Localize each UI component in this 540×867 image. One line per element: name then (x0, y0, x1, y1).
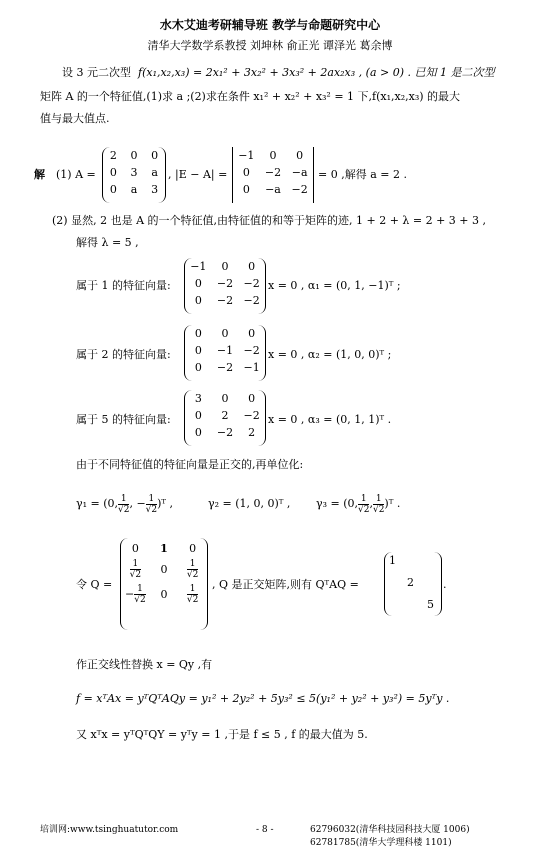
gamma1: γ₁ = (0, $\frac{1}{√2}$ , − $\frac{1}{√2}$ )ᵀ , (76, 493, 174, 515)
matrix-cell: 0 (130, 149, 138, 162)
matrix-cell: −2 (216, 294, 234, 307)
matrix-cell: −a (291, 166, 308, 179)
matrix-cell: −2 (243, 409, 260, 422)
problem-line1b: f(x₁,x₂,x₃) = 2x₁² + 3x₂² + 3x₃² + 2ax₂x₃ , (a > 0) . 已知 1 是二次型 (138, 66, 495, 79)
matrix-E-minus-A (232, 147, 314, 203)
matrix-cell: a (151, 166, 158, 179)
matrix-cell: 0 (296, 149, 304, 162)
matrix-cell: 0 (194, 327, 202, 340)
matrix-cell: 0 (194, 277, 202, 290)
eigvec1-label: 属于 1 的特征向量: (76, 279, 171, 292)
matrix-cell: 0 (248, 327, 256, 340)
matrix-cell: 0 (194, 294, 202, 307)
final-conclusion: 又 xᵀx = yᵀQᵀQY = yᵀy = 1 ,于是 f ≤ 5 , f 的最大值为 5. (76, 728, 368, 741)
matrix-cell: −2 (264, 166, 282, 179)
problem-line3: 值与最大值点. (40, 112, 110, 125)
footer-website: 培训网:www.tsinghuatutor.com (40, 825, 179, 835)
matrix-cell: 3 (130, 166, 138, 179)
matrix-cell: 0 (109, 166, 117, 179)
matrix-cell: −1 (238, 149, 255, 162)
letQ-label: 令 Q = (76, 578, 113, 591)
matrix-cell: 2 (109, 149, 117, 162)
matrix-cell: 0 (194, 426, 202, 439)
matrix-cell: −1 (190, 260, 207, 273)
matrix-cell: 3 (194, 392, 202, 405)
header-authors: 清华大学数学系教授 刘坤林 俞正光 谭泽光 葛余博 (147, 39, 393, 52)
Q-orthogonal-text: , Q 是正交矩阵,则有 QᵀAQ = (212, 578, 359, 591)
matrix-cell: 0 (109, 183, 117, 196)
matrix-diag: 1 2 5 (384, 552, 442, 616)
matrix-cell: −1 (243, 361, 260, 374)
eigvec3-label: 属于 5 的特征向量: (76, 413, 171, 426)
matrix-cell: 0 (221, 327, 229, 340)
matrix-Q: 0 1 0 $\frac{1}{√2}$ 0 $\frac{1}{√2}$ − $\frac{1}{√2}$ 0 $\frac{1}{√2}$ (120, 538, 208, 630)
orthogonal-note: 由于不同特征值的特征向量是正交的,再单位化: (76, 458, 304, 471)
matrix-cell: 0 (221, 392, 229, 405)
matrix-cell: 0 (194, 409, 202, 422)
eigvec2-label: 属于 2 的特征向量: (76, 348, 171, 361)
matrix-cell: 0 (194, 361, 202, 374)
header-title: 水木艾迪考研辅导班 教学与命题研究中心 (159, 18, 381, 32)
part1-result: = 0 ,解得 a = 2 . (318, 168, 407, 181)
gamma2: γ₂ = (1, 0, 0)ᵀ , (208, 497, 291, 510)
footer-phone2: 62781785(清华大学理科楼 1101) (310, 838, 452, 848)
matrix-A (102, 147, 166, 203)
matrix-cell: a (130, 183, 138, 196)
matrix-cell: −a (265, 183, 281, 196)
problem-line2: 矩阵 A 的一个特征值,(1)求 a ;(2)求在条件 x₁² + x₂² + x₃² = 1 下,f(x₁,x₂,x₃) 的最大 (40, 90, 461, 103)
part1-label: (1) A = (56, 168, 96, 181)
matrix-cell: 0 (248, 392, 256, 405)
matrix-cell: 3 (151, 183, 159, 196)
matrix-M1 (184, 258, 266, 314)
matrix-cell: −2 (291, 183, 308, 196)
gamma3: γ₃ = (0, $\frac{1}{√2}$ , $\frac{1}{√2}$ )ᵀ . (316, 493, 401, 515)
matrix-cell: −2 (216, 277, 234, 290)
matrix-cell: 0 (269, 149, 277, 162)
solution-label: 解 (34, 168, 45, 181)
f-expression: f = xᵀAx = yᵀQᵀAQy = y₁² + 2y₂² + 5y₃² ≤ 5(y₁² + y₂² + y₃²) = 5yᵀy . (76, 692, 450, 705)
eigvec2-eq: x = 0 , α₂ = (1, 0, 0)ᵀ ; (268, 348, 392, 361)
substitution-line: 作正交线性替换 x = Qy ,有 (76, 658, 213, 671)
matrix-cell: −2 (243, 344, 260, 357)
matrix-cell: −2 (216, 426, 234, 439)
matrix-M3 (184, 390, 266, 446)
matrix-cell: 0 (194, 344, 202, 357)
matrix-cell: 0 (221, 260, 229, 273)
matrix-cell: −1 (216, 344, 234, 357)
problem-line1a: 设 3 元二次型 (62, 66, 131, 79)
matrix-M2 (184, 325, 266, 381)
matrix-cell: 2 (248, 426, 256, 439)
part1-mid: , |E − A| = (168, 168, 228, 181)
matrix-cell: 0 (242, 183, 250, 196)
matrix-cell: −2 (216, 361, 234, 374)
matrix-cell: 0 (242, 166, 250, 179)
matrix-cell: 2 (221, 409, 229, 422)
part2-line1: (2) 显然, 2 也是 A 的一个特征值,由特征值的和等于矩阵的迹, 1 + 2 + λ = 2 + 3 + 3 , (52, 214, 486, 227)
matrix-cell: −2 (243, 294, 260, 307)
footer-phone1: 62796032(清华科技园科技大厦 1006) (310, 825, 470, 835)
matrix-cell: −2 (243, 277, 260, 290)
matrix-cell: 0 (248, 260, 256, 273)
eigvec3-eq: x = 0 , α₃ = (0, 1, 1)ᵀ . (268, 413, 392, 426)
footer-page-number: - 8 - (256, 825, 274, 835)
part2-line2: 解得 λ = 5 , (76, 236, 139, 249)
eigvec1-eq: x = 0 , α₁ = (0, 1, −1)ᵀ ; (268, 279, 401, 292)
matrix-cell: 0 (151, 149, 159, 162)
